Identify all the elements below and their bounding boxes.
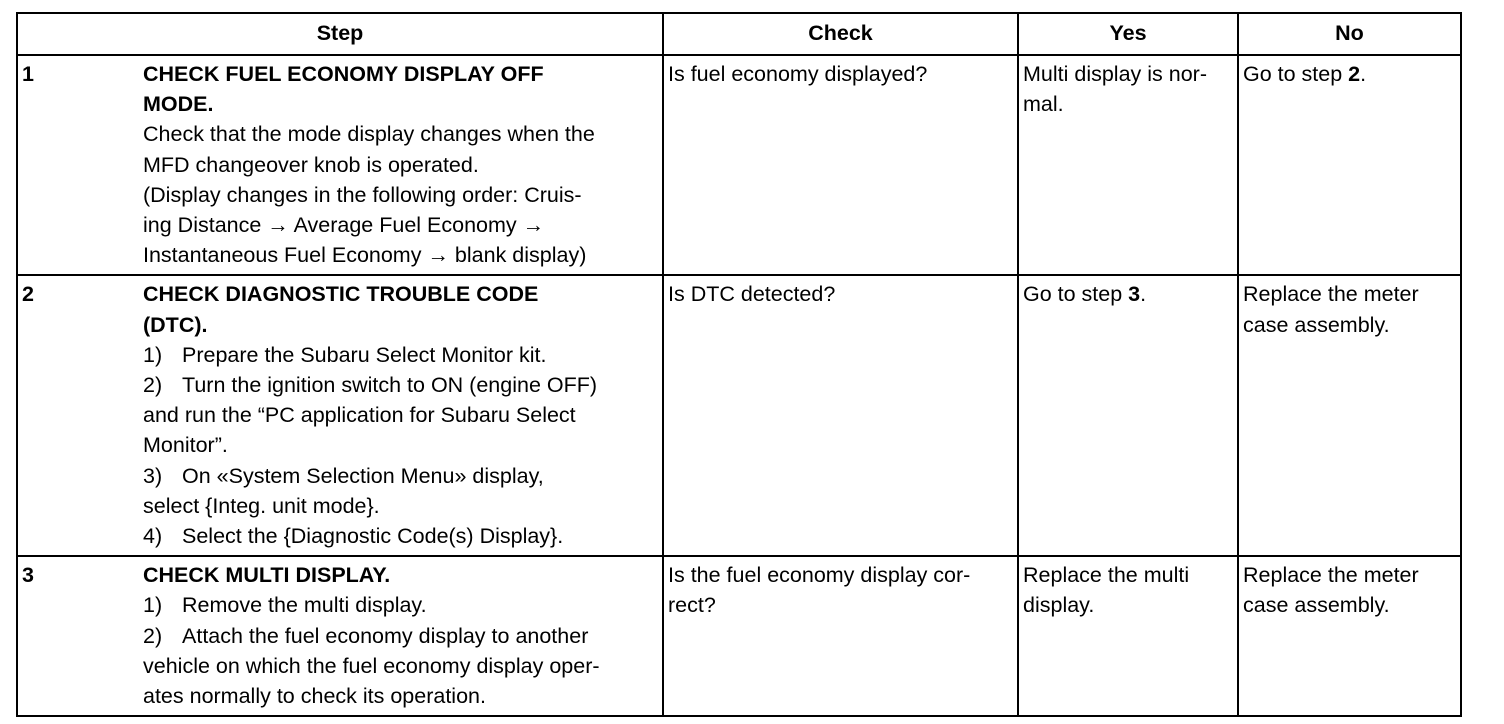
check-text: Is DTC detected? <box>668 282 836 307</box>
step-title-cont: MODE. <box>143 92 214 117</box>
substep-text: Remove the multi display. <box>182 593 427 618</box>
substep-text-cont: select {Integ. unit mode}. <box>143 493 380 518</box>
step-description <box>139 275 663 556</box>
table-row <box>17 275 1461 556</box>
no-text-cont: case assembly. <box>1243 593 1390 618</box>
substep-text: Select the {Diagnostic Code(s) Display}. <box>182 524 564 549</box>
substep-text: Attach the fuel economy display to another <box>182 623 589 648</box>
yes-text: Go to step <box>1023 282 1129 307</box>
substep-2 <box>143 370 658 400</box>
substep-index: 4) <box>143 524 163 549</box>
header-no: No <box>1238 13 1461 55</box>
substep-text-cont: ates normally to check its operation. <box>143 684 486 709</box>
step-title: CHECK FUEL ECONOMY DISPLAY OFF <box>143 62 544 86</box>
yes-step-ref[interactable]: 3 <box>1128 282 1141 307</box>
yes-cell <box>1018 55 1238 275</box>
yes-text-end: . <box>1140 282 1147 307</box>
no-cell <box>1238 55 1461 275</box>
substep-text-cont: Monitor”. <box>143 433 228 458</box>
step-text: (Display changes in the following order: Cruis- <box>143 182 582 207</box>
header-check: Check <box>663 13 1018 55</box>
substep-text-cont: vehicle on which the fuel economy display oper- <box>143 653 600 678</box>
no-step-ref[interactable]: 2 <box>1348 62 1361 86</box>
diagnostic-table <box>16 12 1462 717</box>
step-title: CHECK MULTI DISPLAY. <box>143 563 391 588</box>
table-row <box>17 55 1461 275</box>
step-number: 3 <box>17 556 139 716</box>
step-title: CHECK DIAGNOSTIC TROUBLE CODE <box>143 282 539 307</box>
step-text: MFD changeover knob is operated. <box>143 152 479 177</box>
substep-1 <box>143 340 658 370</box>
no-text: Go to step <box>1243 62 1349 86</box>
yes-cell <box>1018 556 1238 716</box>
substep-text: Prepare the Subaru Select Monitor kit. <box>182 342 547 367</box>
check-text-cont: rect? <box>668 593 716 618</box>
substep-4 <box>143 521 658 551</box>
substep-3 <box>143 461 658 491</box>
substep-text: Turn the ignition switch to ON (engine OFF) <box>182 373 598 398</box>
substep-index: 2) <box>143 623 163 648</box>
step-text: Check that the mode display changes when the <box>143 122 595 147</box>
substep-index: 1) <box>143 593 163 618</box>
no-text: Replace the meter <box>1243 282 1419 307</box>
yes-text-cont: mal. <box>1023 92 1064 117</box>
header-row <box>17 13 1461 55</box>
substep-2 <box>143 621 658 651</box>
substep-index: 2) <box>143 373 163 398</box>
table-row <box>17 556 1461 716</box>
substep-index: 1) <box>143 342 163 367</box>
check-cell <box>663 275 1018 556</box>
substep-text-cont: and run the “PC application for Subaru Select <box>143 403 576 428</box>
step-description <box>139 556 663 716</box>
no-text: Replace the meter <box>1243 563 1419 588</box>
check-text: Is the fuel economy display cor- <box>668 563 971 588</box>
step-title-cont: (DTC). <box>143 312 208 337</box>
no-cell <box>1238 556 1461 716</box>
step-text: Instantaneous Fuel Economy → blank display) <box>143 243 587 268</box>
step-number: 1 <box>17 55 139 275</box>
yes-text: Multi display is nor- <box>1023 62 1207 86</box>
step-text: ing Distance → Average Fuel Economy → <box>143 213 545 238</box>
no-cell <box>1238 275 1461 556</box>
header-yes: Yes <box>1018 13 1238 55</box>
yes-text: Replace the multi <box>1023 563 1190 588</box>
check-text: Is fuel economy displayed? <box>668 62 928 86</box>
header-step: Step <box>17 13 663 55</box>
step-number: 2 <box>17 275 139 556</box>
substep-text: On «System Selection Menu» display, <box>182 463 544 488</box>
no-text-end: . <box>1360 62 1367 86</box>
no-text-cont: case assembly. <box>1243 312 1390 337</box>
yes-text-cont: display. <box>1023 593 1095 618</box>
substep-1 <box>143 590 658 620</box>
substep-index: 3) <box>143 463 163 488</box>
yes-cell <box>1018 275 1238 556</box>
check-cell <box>663 556 1018 716</box>
step-description <box>139 55 663 275</box>
check-cell <box>663 55 1018 275</box>
